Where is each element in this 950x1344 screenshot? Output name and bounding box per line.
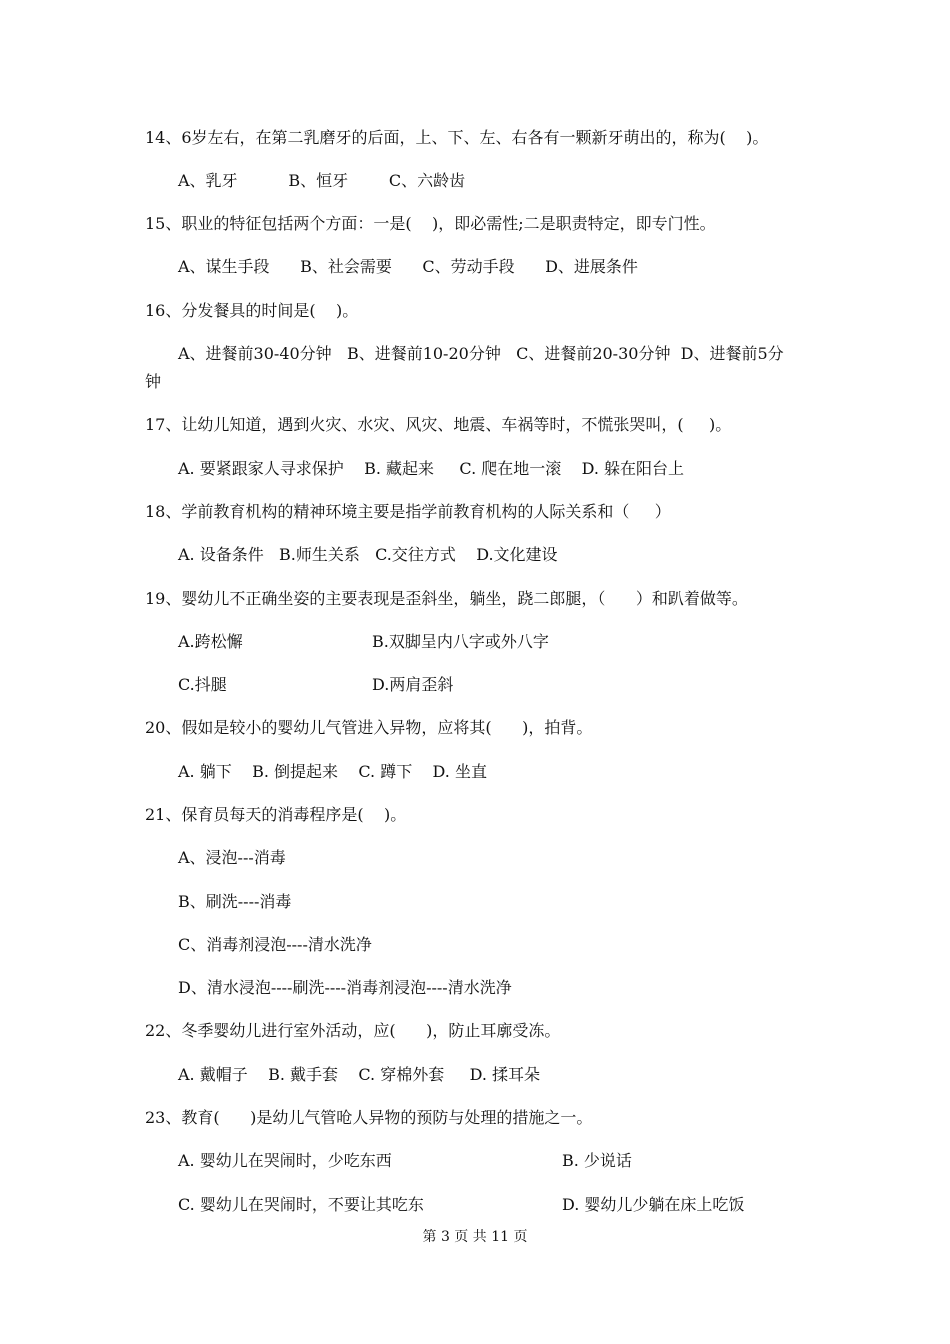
question-21-option-a: A、浸泡---消毒 (178, 848, 286, 867)
question-16-options: A、进餐前30-40分钟 B、进餐前10-20分钟 C、进餐前20-30分钟 D、进餐前5分 (178, 344, 784, 363)
question-14-stem: 14、6岁左右，在第二乳磨牙的后面，上、下、左、右各有一颗新牙萌出的，称为( )。 (145, 128, 769, 147)
question-18-stem: 18、学前教育机构的精神环境主要是指学前教育机构的人际关系和（ ） (145, 502, 671, 521)
question-23-stem: 23、教育( )是幼儿气管呛人异物的预防与处理的措施之一。 (145, 1108, 593, 1127)
question-22-options: A. 戴帽子 B. 戴手套 C. 穿棉外套 D. 揉耳朵 (178, 1065, 541, 1084)
question-17-options: A. 要紧跟家人寻求保护 B. 藏起来 C. 爬在地一滚 D. 躲在阳台上 (178, 459, 685, 478)
question-20-stem: 20、假如是较小的婴幼儿气管进入异物，应将其( )，拍背。 (145, 718, 593, 737)
question-19-option-c: C.抖腿 (178, 675, 227, 694)
question-14-options: A、乳牙 B、恒牙 C、六龄齿 (178, 171, 466, 190)
question-21-option-d: D、清水浸泡----刷洗----消毒剂浸泡----清水洗净 (178, 978, 512, 997)
question-21-option-b: B、刷洗----消毒 (178, 892, 292, 911)
question-18-options: A. 设备条件 B.师生关系 C.交往方式 D.文化建设 (178, 545, 558, 564)
question-22-stem: 22、冬季婴幼儿进行室外活动，应( )，防止耳廓受冻。 (145, 1021, 561, 1040)
page-footer: 第 3 页 共 11 页 (422, 1229, 528, 1245)
question-16-stem: 16、分发餐具的时间是( )。 (145, 301, 359, 320)
question-21-option-c: C、消毒剂浸泡----清水洗净 (178, 935, 372, 954)
question-17-stem: 17、让幼儿知道，遇到火灾、水灾、风灾、地震、车祸等时，不慌张哭叫，( )。 (145, 415, 732, 434)
question-19-stem: 19、婴幼儿不正确坐姿的主要表现是歪斜坐，躺坐，跷二郎腿，（ ）和趴着做等。 (145, 589, 748, 608)
question-19-option-a: A.跨松懈 (178, 632, 243, 651)
question-15-stem: 15、职业的特征包括两个方面：一是( )，即必需性;二是职责特定，即专门性。 (145, 214, 716, 233)
question-19-option-d: D.两肩歪斜 (372, 675, 454, 694)
question-19-option-b: B.双脚呈内八字或外八字 (372, 632, 549, 651)
question-23-option-d: D. 婴幼儿少躺在床上吃饭 (562, 1195, 745, 1214)
question-16-options-continued: 钟 (145, 372, 162, 391)
question-23-option-b: B. 少说话 (562, 1151, 632, 1170)
question-23-option-a: A. 婴幼儿在哭闹时，少吃东西 (178, 1151, 392, 1170)
question-20-options: A. 躺下 B. 倒提起来 C. 蹲下 D. 坐直 (178, 762, 487, 781)
question-23-option-c: C. 婴幼儿在哭闹时，不要让其吃东 (178, 1195, 424, 1214)
question-21-stem: 21、保育员每天的消毒程序是( )。 (145, 805, 407, 824)
question-15-options: A、谋生手段 B、社会需要 C、劳动手段 D、进展条件 (178, 257, 638, 276)
